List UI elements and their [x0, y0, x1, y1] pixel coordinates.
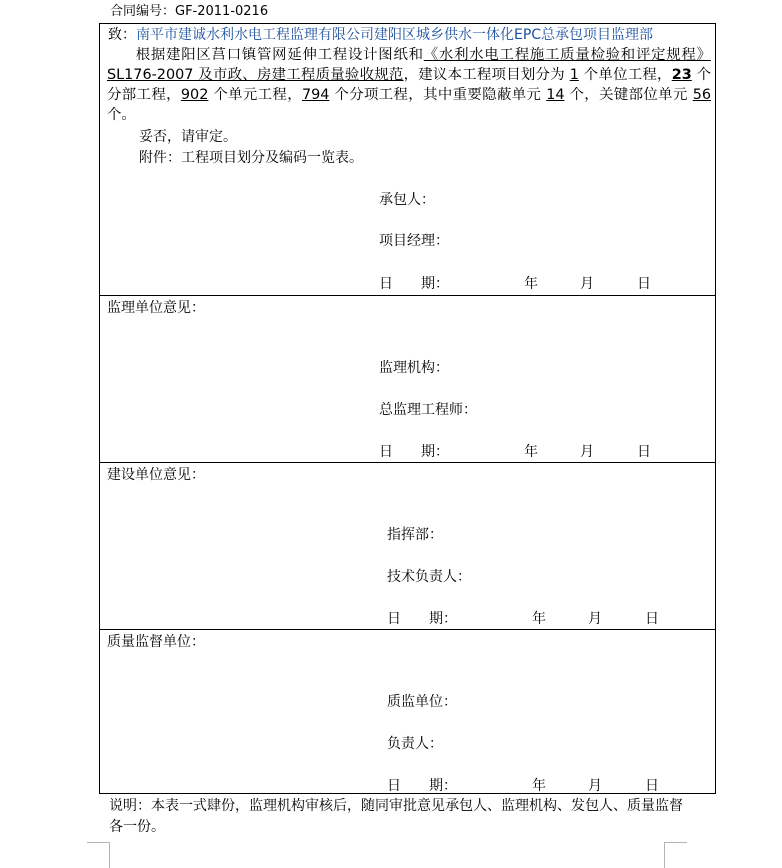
- month-label: 月: [588, 778, 602, 794]
- date-label: 日 期：: [379, 444, 449, 460]
- contractor-label: 承包人：: [379, 192, 435, 208]
- day-label: 日: [637, 444, 651, 460]
- para-text-4: 个单位工程，: [578, 67, 672, 83]
- owner-section: [100, 462, 715, 629]
- year-label: 年: [532, 611, 546, 627]
- page-corner-mark-left: [87, 842, 110, 868]
- quality-title: 质量监督单位：: [107, 634, 205, 650]
- chief-engineer-label: 总监理工程师：: [379, 402, 477, 418]
- technical-lead-label: 技术负责人：: [387, 569, 471, 585]
- hidden-unit-count: 14: [546, 87, 565, 103]
- para-text-3: ，建议本工程项目划分为: [403, 67, 570, 83]
- addressee-line: [108, 25, 653, 45]
- date-label: 日 期：: [387, 778, 457, 794]
- year-label: 年: [524, 276, 538, 292]
- para-text-9: 个。: [107, 107, 136, 123]
- year-label: 年: [524, 444, 538, 460]
- para-text-1: 根据建阳区莒口镇管网延伸工程设计图纸和: [135, 47, 424, 63]
- year-label: 年: [532, 778, 546, 794]
- date-label: 日 期：: [379, 276, 449, 292]
- unit-work-count: 902: [180, 87, 209, 103]
- quality-unit-label: 质监单位：: [387, 694, 457, 710]
- request-section: [100, 24, 715, 295]
- request-paragraph: [107, 45, 711, 125]
- approval-request: 妥否，请审定。: [139, 129, 237, 145]
- project-manager-label: 项目经理：: [379, 233, 449, 249]
- para-text-6: 个单元工程，: [208, 87, 302, 103]
- supervision-section: [100, 295, 715, 462]
- page-corner-mark-right: [664, 842, 687, 868]
- form-note: 说明：本表一式肆份，监理机构审核后，随同审批意见承包人、监理机构、发包人、质量监督各一份。: [109, 798, 683, 835]
- headquarters-label: 指挥部：: [387, 527, 443, 543]
- supervision-title: 监理单位意见：: [107, 300, 205, 316]
- sub-project-count: 23: [671, 67, 692, 83]
- responsible-person-label: 负责人：: [387, 736, 443, 752]
- supervision-org-label: 监理机构：: [379, 360, 449, 376]
- day-label: 日: [645, 611, 659, 627]
- contract-number: 合同编号：GF-2011-0216: [110, 4, 269, 19]
- quality-section: [100, 629, 715, 795]
- para-text-5: 个分部工程，: [107, 67, 712, 103]
- para-text-8: 个，关键部位单元: [564, 87, 693, 103]
- to-label: 致：: [108, 27, 136, 43]
- standard-reference: 《水利水电工程施工质量检验和评定规程》SL176-2007 及市政、房建工程质量验收规范: [107, 47, 711, 83]
- item-work-count: 794: [301, 87, 330, 103]
- date-label: 日 期：: [387, 611, 457, 627]
- addressee-org: 南平市建诚水利水电工程监理有限公司建阳区城乡供水一体化EPC总承包项目监理部: [136, 27, 654, 43]
- month-label: 月: [588, 611, 602, 627]
- month-label: 月: [580, 444, 594, 460]
- month-label: 月: [580, 276, 594, 292]
- unit-project-count: 1: [569, 67, 579, 83]
- day-label: 日: [645, 778, 659, 794]
- owner-title: 建设单位意见：: [107, 467, 205, 483]
- project-division-form: [99, 23, 716, 794]
- key-unit-count: 56: [692, 87, 712, 103]
- para-text-7: 个分项工程，其中重要隐蔽单元: [329, 87, 547, 103]
- attachment-line: 附件：工程项目划分及编码一览表。: [139, 150, 363, 166]
- day-label: 日: [637, 276, 651, 292]
